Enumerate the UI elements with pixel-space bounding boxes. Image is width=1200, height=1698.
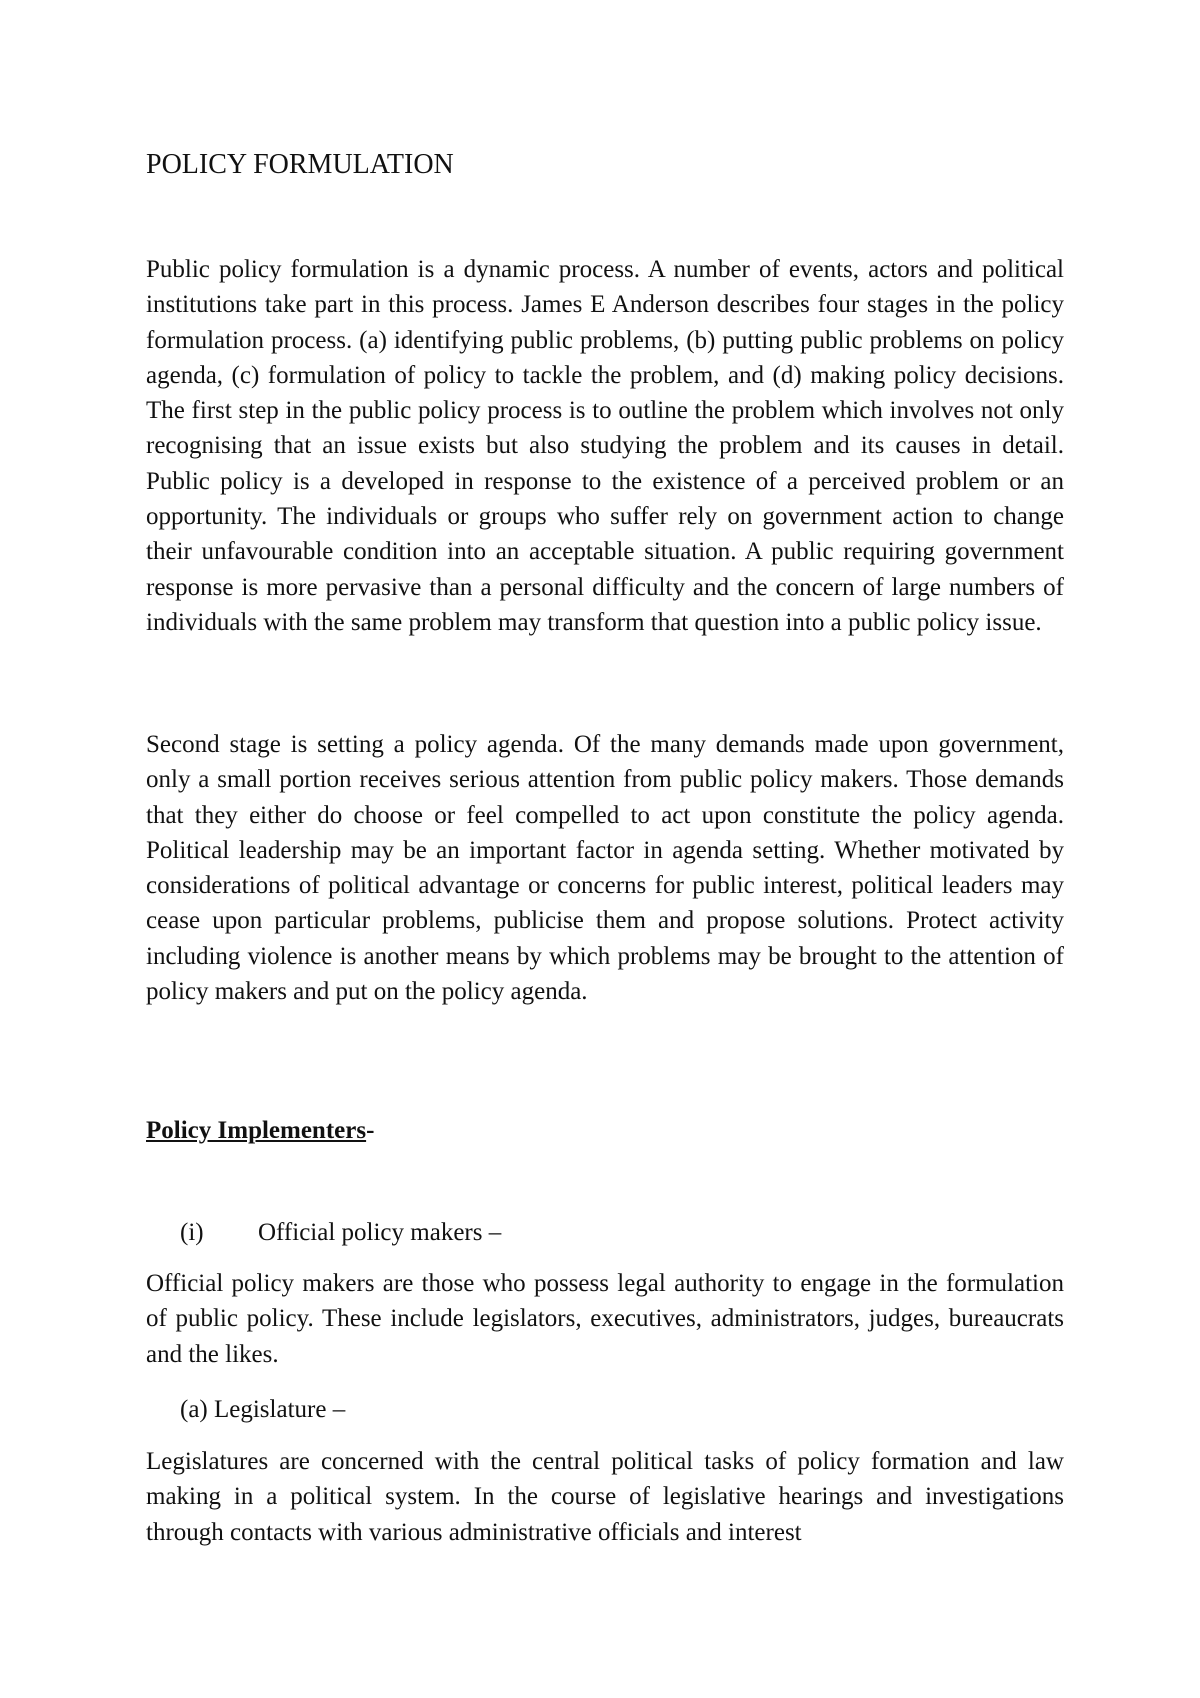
section-heading-policy-implementers [146,1113,374,1149]
paragraph-legislatures: Legislatures are concerned with the central political tasks of policy formation and law making in a political system. In the course of legislative hearings and investigations through contacts with various administrative officials and interest [146,1448,1064,1546]
subheading-legislature: (a) Legislature – [180,1396,346,1423]
paragraph-policy-agenda: Second stage is setting a policy agenda. Of the many demands made upon government, only a small portion receives serious attention from public policy makers. Those demands that they either do choose or feel compelled to act upon constitute the policy agenda. Political leadership may be an important factor in agenda setting. Whether motivated by considerations of political advantage or concerns for public interest, political leaders may cease upon particular problems, publicise them and propose solutions. Protect activity including violence is another means by which problems may be brought to the attention of policy makers and put on the policy agenda. [146,731,1064,1006]
section-heading-suffix: - [366,1117,375,1144]
paragraph-policy-formulation-stages: Public policy formulation is a dynamic process. A number of events, actors and political institutions take part in this process. James E Anderson describes four stages in the policy formulation process. (a) identifying public problems, (b) putting public problems on policy agenda, (c) formulation of policy to tackle the problem, and (d) making policy decisions. The first step in the public policy process is to outline the problem which involves not only recognising that an issue exists but also studying the problem and its causes in detail. Public policy is a developed in response to the existence of a perceived problem or an opportunity. The individuals or groups who suffer rely on government action to change their unfavourable condition into an acceptable situation. A public requiring government response is more pervasive than a personal difficulty and the concern of large numbers of individuals with the same problem may transform that question into a public policy issue. [146,256,1064,636]
page-title: POLICY FORMULATION [146,149,454,180]
section-heading-text: Policy Implementers [146,1117,367,1144]
paragraph-official-policy-makers: Official policy makers are those who possess legal authority to engage in the formulation of public policy. These include legislators, executives, administrators, judges, bureaucrats and the likes. [146,1270,1064,1368]
list-item-number: (i) [180,1219,204,1246]
list-item-label: Official policy makers – [258,1219,502,1246]
list-item-official-policy-makers [180,1215,501,1251]
